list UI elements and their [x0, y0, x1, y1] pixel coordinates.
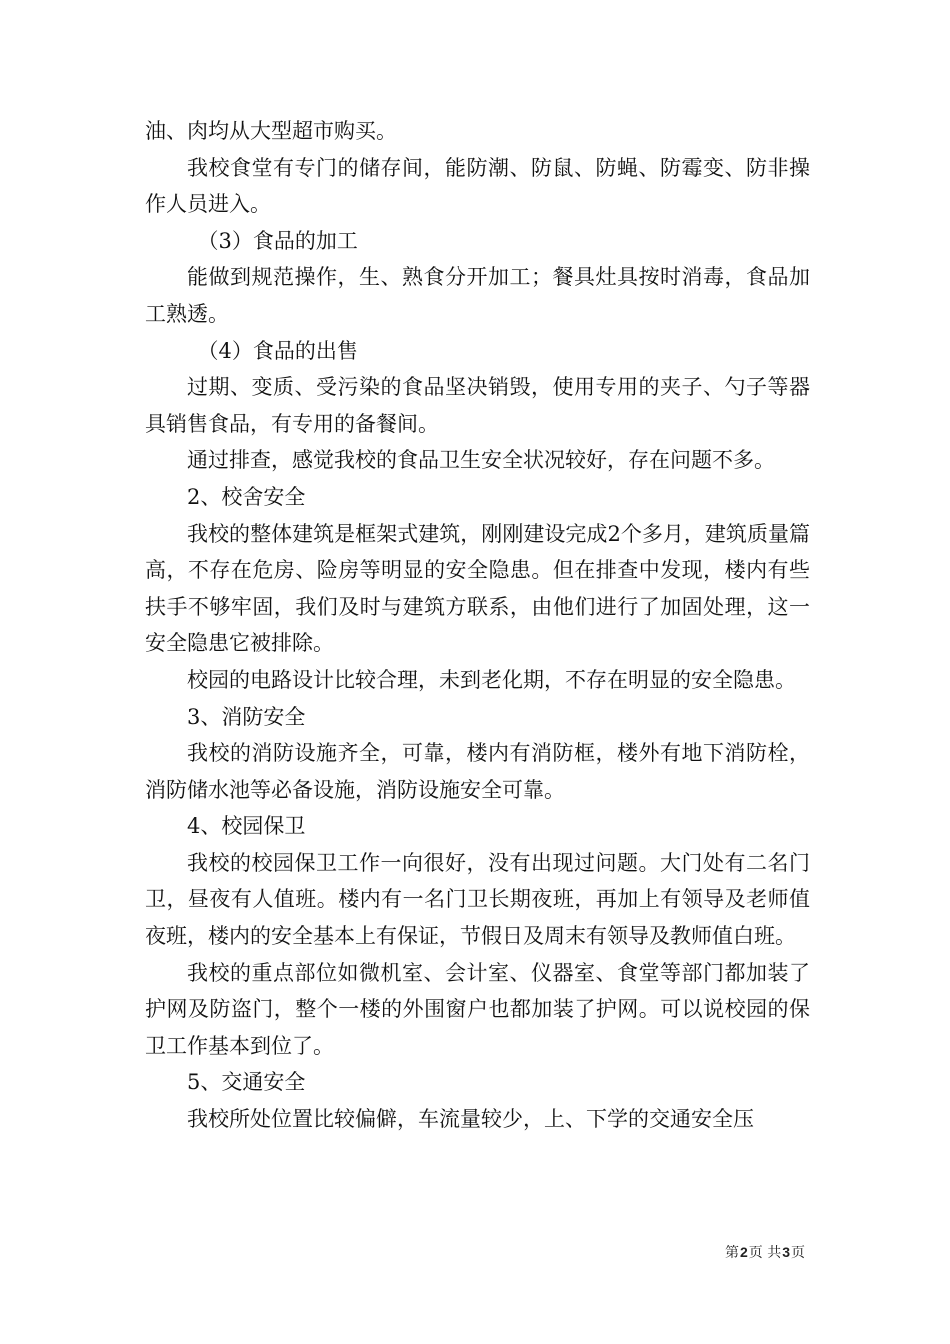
- paragraph: 校园的电路设计比较合理，未到老化期，不存在明显的安全隐患。: [187, 667, 796, 692]
- section-heading: 4、校园保卫: [187, 814, 306, 839]
- paragraph: 能做到规范操作，生、熟食分开加工；餐具灶具按时消毒，食品加工熟透。: [145, 265, 810, 326]
- total-pages-number: 3: [782, 1244, 790, 1260]
- paragraph: 我校的校园保卫工作一向很好，没有出现过问题。大门处有二名门卫，昼夜有人值班。楼内有一名门卫长期夜班，再加上有领导及老师值夜班，楼内的安全基本上有保证，节假日及周末有领导及教师值白班。: [145, 850, 810, 949]
- paragraph: 通过排查，感觉我校的食品卫生安全状况较好，存在问题不多。: [187, 448, 775, 473]
- section-heading: 5、交通安全: [187, 1070, 306, 1095]
- section-heading: 2、校舍安全: [187, 484, 306, 509]
- page-number-footer: [725, 1242, 805, 1262]
- paragraph: 油、肉均从大型超市购买。: [145, 119, 397, 143]
- paragraph: 我校的消防设施齐全，可靠，楼内有消防框，楼外有地下消防栓，消防储水池等必备设施，消防设施安全可靠。: [145, 741, 810, 802]
- footer-suffix: 页: [791, 1245, 805, 1261]
- paragraph: 我校的整体建筑是框架式建筑，刚刚建设完成2个多月，建筑质量篇高，不存在危房、险房等明显的安全隐患。但在排查中发现，楼内有些扶手不够牢固，我们及时与建筑方联系，由他们进行了加固处理，这一安全隐患它被排除。: [145, 521, 810, 656]
- subsection-heading: （3）食品的加工: [197, 228, 358, 253]
- paragraph: 过期、变质、受污染的食品坚决销毁，使用专用的夹子、勺子等器具销售食品，有专用的备餐间。: [145, 375, 810, 436]
- document-body: [145, 113, 810, 1138]
- paragraph: 我校食堂有专门的储存间，能防潮、防鼠、防蝇、防霉变、防非操作人员进入。: [145, 155, 810, 217]
- section-heading: 3、消防安全: [187, 704, 306, 729]
- paragraph: 我校所处位置比较偏僻，车流量较少，上、下学的交通安全压: [187, 1107, 754, 1132]
- paragraph: 我校的重点部位如微机室、会计室、仪器室、食堂等部门都加装了护网及防盗门，整个一楼的外围窗户也都加装了护网。可以说校园的保卫工作基本到位了。: [145, 960, 810, 1058]
- subsection-heading: （4）食品的出售: [197, 338, 358, 363]
- footer-prefix: 第: [724, 1245, 739, 1261]
- current-page-number: 2: [739, 1244, 748, 1260]
- footer-middle: 页 共: [748, 1245, 782, 1261]
